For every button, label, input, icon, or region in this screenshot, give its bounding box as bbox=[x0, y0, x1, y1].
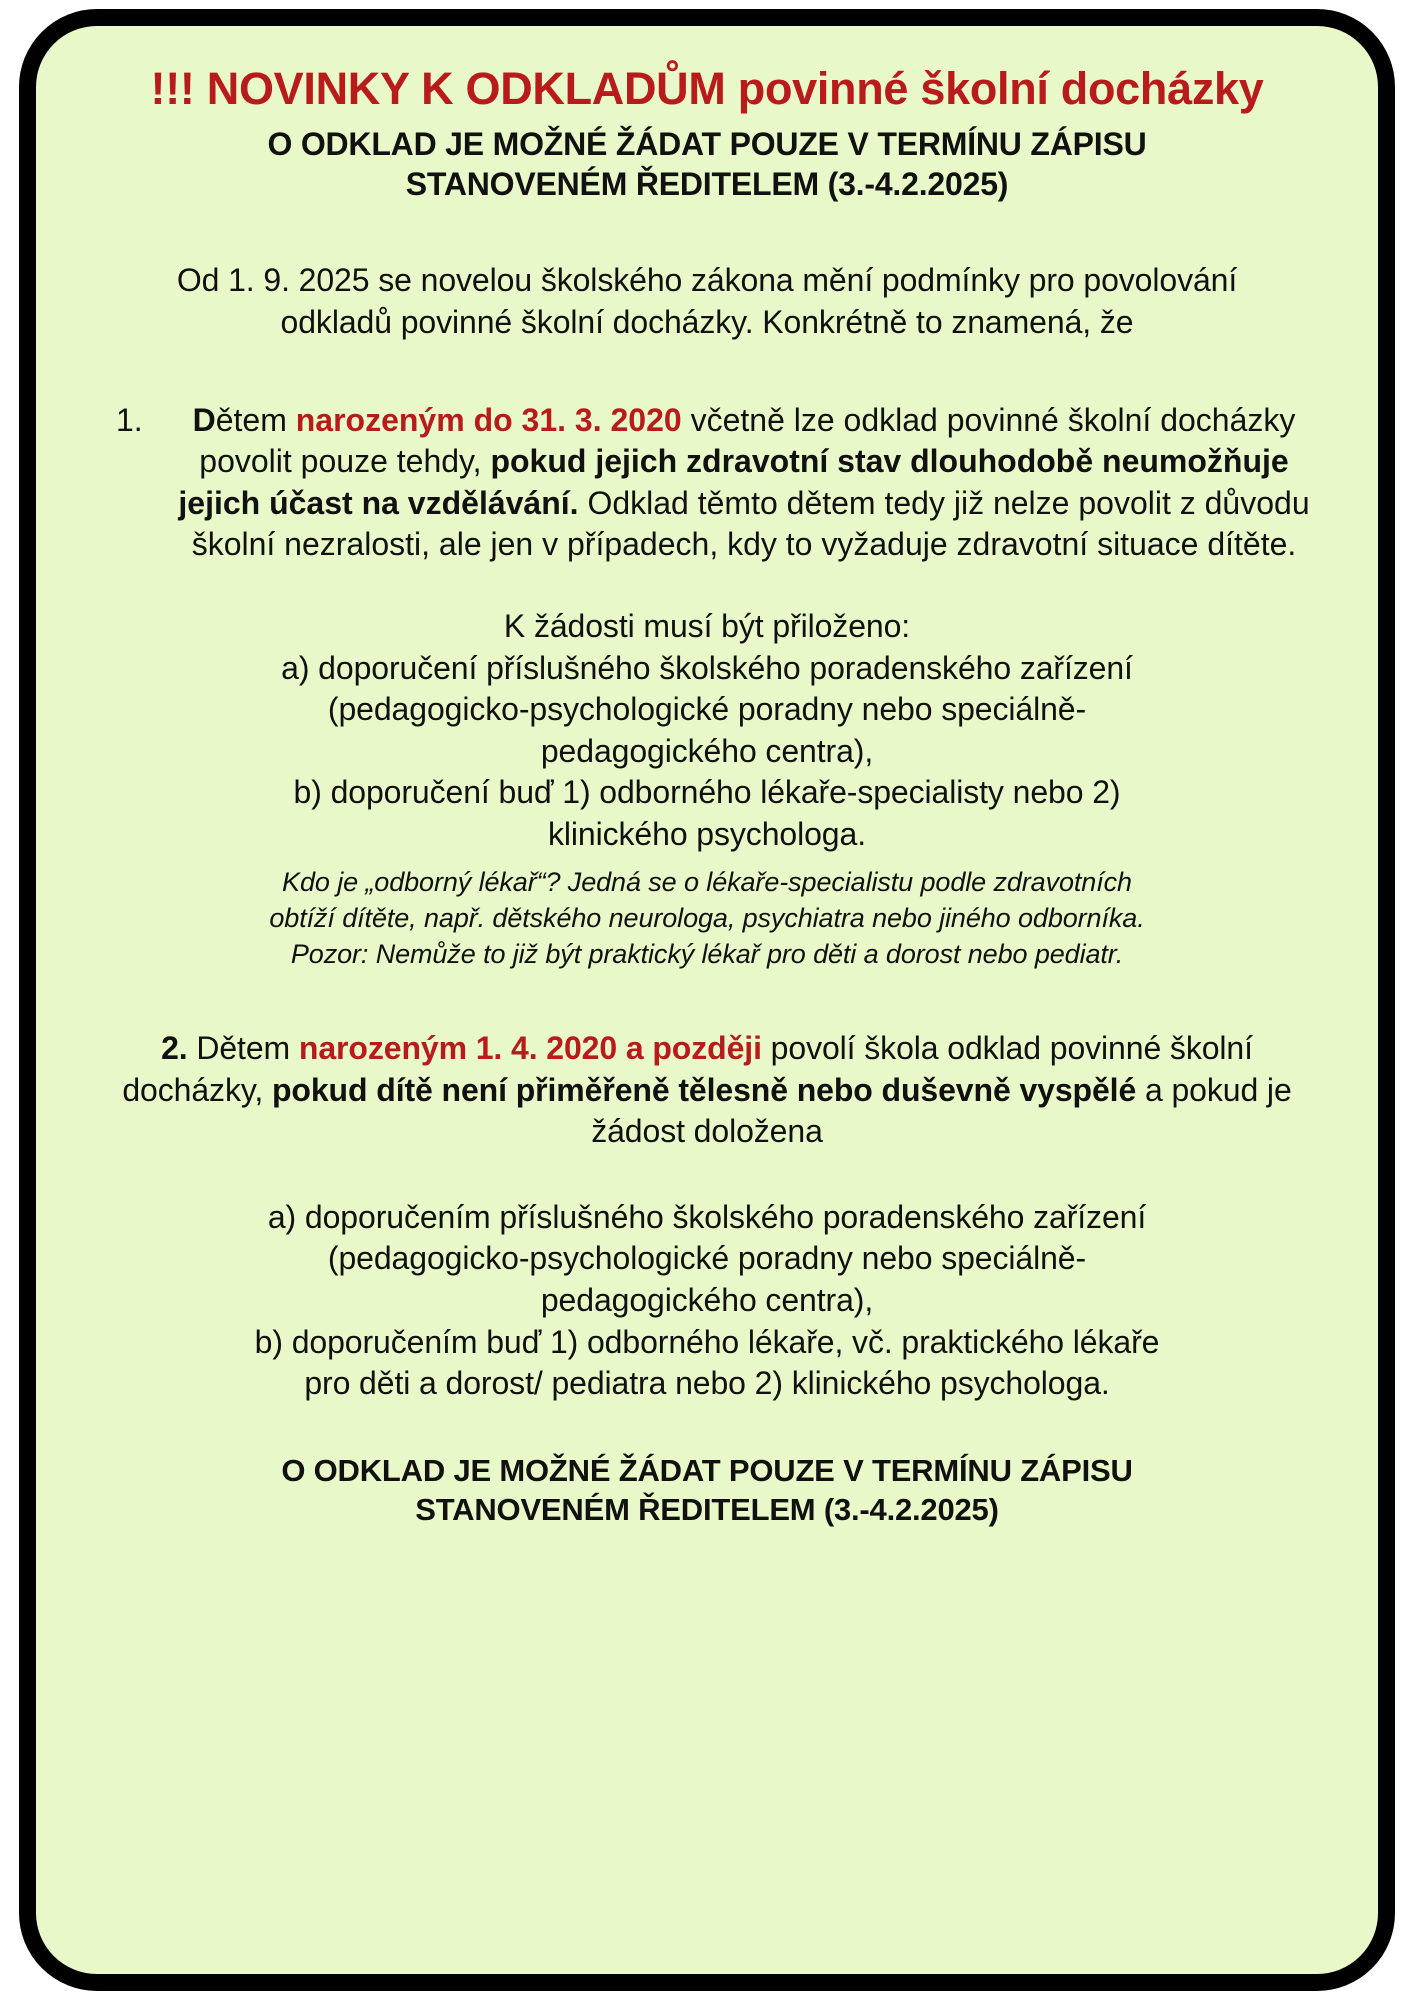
item1-condition-bold: pokud jejich zdravotní stav dlouhodobě neumožňuje jejich účast na vzdělávání. bbox=[178, 443, 1289, 521]
item1-segment-plain-2: včetně lze odklad povinné školní docházky povolit pouze tehdy, bbox=[199, 401, 1296, 480]
footer-line-2: STANOVENÉM ŘEDITELEM (3.-4.2.2025) bbox=[415, 1491, 999, 1527]
subtitle-line-1: O ODKLAD JE MOŽNÉ ŽÁDAT POUZE V TERMÍNU ZÁPISU bbox=[267, 126, 1147, 163]
spacer bbox=[94, 972, 1320, 1024]
list-item-1-text bbox=[174, 400, 1314, 566]
footer-banner bbox=[112, 1451, 1302, 1529]
item1-segment-plain-3: Odklad těmto dětem tedy již nelze povolit z důvodu školní nezralosti, ale jen v případech, kdy to vyžaduje zdravotní situace dítěte. bbox=[191, 484, 1310, 563]
list-item-1-number: 1. bbox=[116, 401, 143, 438]
attachments-2-a-line-2: (pedagogicko-psychologické poradny nebo speciálně- bbox=[327, 1240, 1087, 1277]
subtitle-banner bbox=[112, 125, 1302, 204]
attachments-block-2 bbox=[104, 1197, 1310, 1405]
item2-date-highlight: narozeným 1. 4. 2020 a později bbox=[298, 1030, 762, 1067]
note-line-1: Kdo je „odborný lékař“? Jedná se o lékaře-specialistu podle zdravotních bbox=[282, 866, 1132, 897]
list-item-2 bbox=[104, 1028, 1310, 1153]
note-line-3: Pozor: Nemůže to již být praktický lékař pro děti a dorost nebo pediatr. bbox=[290, 938, 1124, 969]
list-item-1 bbox=[94, 400, 1320, 566]
item1-segment-plain-1: ětem bbox=[215, 401, 296, 438]
item2-segment-plain-1: Dětem bbox=[187, 1030, 299, 1067]
attachments-1-a-line-2: (pedagogicko-psychologické poradny nebo speciálně- bbox=[327, 691, 1087, 728]
announcement-card bbox=[19, 9, 1395, 1991]
attachments-1-b-line-1: b) doporučení buď 1) odborného lékaře-specialisty nebo 2) bbox=[293, 774, 1121, 811]
card-content bbox=[94, 62, 1320, 1529]
item1-lead-letter: D bbox=[192, 401, 216, 438]
item1-date-highlight: narozeným do 31. 3. 2020 bbox=[295, 401, 682, 438]
spacer bbox=[94, 344, 1320, 396]
attachments-1-a-line-1: a) doporučení příslušného školského poradenského zařízení bbox=[281, 649, 1133, 686]
attachments-1-heading: K žádosti musí být přiloženo: bbox=[503, 608, 911, 644]
item2-segment-plain-3: a pokud je žádost doložena bbox=[591, 1071, 1292, 1150]
subtitle-line-2: STANOVENÉM ŘEDITELEM (3.-4.2.2025) bbox=[405, 165, 1009, 202]
attachments-1-a-line-3: pedagogického centra), bbox=[540, 732, 874, 769]
attachments-2-a-line-3: pedagogického centra), bbox=[540, 1282, 874, 1319]
note-line-2: obtíží dítěte, např. dětského neurologa, psychiatra nebo jiného odborníka. bbox=[269, 902, 1145, 933]
attachments-2-b-line-1: b) doporučením buď 1) odborného lékaře, vč. praktického lékaře bbox=[254, 1323, 1160, 1360]
attachments-2-b-line-2: pro děti a dorost/ pediatra nebo 2) klinického psychologa. bbox=[304, 1365, 1110, 1402]
attachments-1-b-line-2: klinického psychologa. bbox=[548, 815, 866, 852]
footer-line-1: O ODKLAD JE MOŽNÉ ŽÁDAT POUZE V TERMÍNU ZÁPISU bbox=[281, 1452, 1133, 1488]
attachments-2-a-line-1: a) doporučením příslušného školského poradenského zařízení bbox=[267, 1198, 1147, 1235]
item2-segment-plain-2: povolí škola odklad povinné školní docházky, bbox=[122, 1030, 1253, 1108]
specialist-definition-note bbox=[100, 864, 1314, 973]
list-item-2-number: 2. bbox=[161, 1030, 188, 1067]
page-title: !!! NOVINKY K ODKLADŮM povinné školní docházky bbox=[150, 63, 1264, 114]
attachments-block-1 bbox=[104, 606, 1310, 856]
item2-condition-bold: pokud dítě není přiměřeně tělesně nebo duševně vyspělé bbox=[271, 1071, 1137, 1108]
intro-paragraph: Od 1. 9. 2025 se novelou školského zákona mění podmínky pro povolování odkladů povinné školní docházky. Konkrétně to znamená, že bbox=[176, 262, 1238, 341]
